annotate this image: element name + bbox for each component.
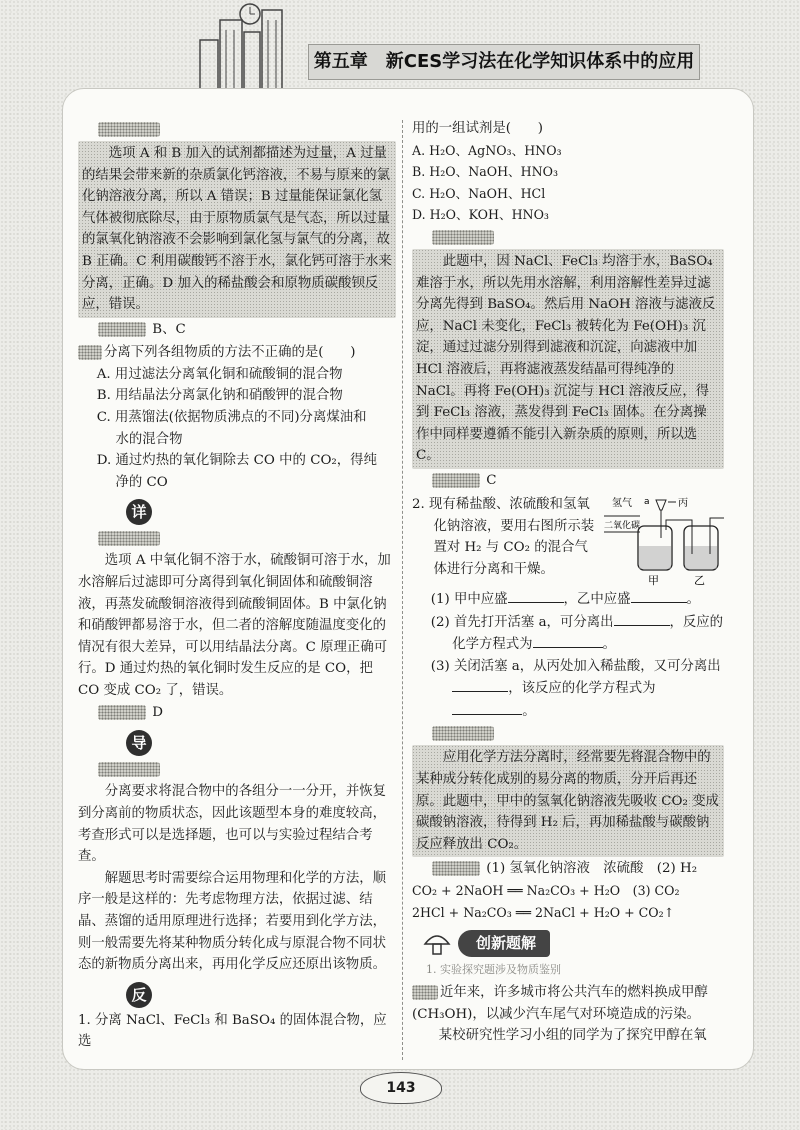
q2-part-2-cont: 化学方程式为 。 bbox=[412, 633, 724, 656]
blank-equation-1[interactable] bbox=[533, 633, 603, 648]
q1-option-b: B. H₂O、NaOH、HNO₃ bbox=[412, 164, 559, 180]
q2-answer-line-2: CO₂ + 2NaOH ══ Na₂CO₃ + H₂O (3) CO₂ bbox=[412, 883, 680, 899]
figure-label-a: a bbox=[644, 496, 650, 507]
blank-gas-2[interactable] bbox=[452, 677, 508, 692]
guide-paragraph-2: 解题思考时需要综合运用物理和化学的方法，顺序一般是这样的：先考虑物理方法，依据过滤、结晶、蒸馏的适用原理进行选择；若要用到化学方法，则一般需要先将某种物质分转化成与原混合物不同状态的新物质分离出来，再用化学反应还原出该物质。 bbox=[78, 870, 386, 973]
innovation-question-cont: 某校研究性学习小组的同学为了探究甲醇在氧 bbox=[438, 1028, 707, 1044]
example-tag bbox=[78, 345, 102, 360]
gas-separation-apparatus bbox=[604, 494, 724, 588]
mushroom-icon bbox=[422, 930, 452, 956]
guide-tag bbox=[78, 758, 396, 781]
q2-part-2: (2) 首先打开活塞 a，可分离出 ，反应的 bbox=[412, 611, 724, 634]
option-b: B. 用结晶法分离氯化钠和硝酸钾的混合物 bbox=[96, 388, 343, 404]
figure-label-co2: 二氧化碳 bbox=[604, 520, 641, 531]
analysis-paragraph-1: 选项 A 和 B 加入的试剂都描述为过量，A 过量的结果会带来新的杂质氯化钙溶液，不易与原来的氯化钠溶液分离，所以 A 错误；B 过量能保证氯化氢气体被彻底除尽，由于原物质氯气是气态，所以过量的氯氧化钠溶液不会影响到氯化氢与氯气的分离，故 B 正确。C 利用碳酸钙不溶于水，氯化钙可溶于水来分离，正确。D 加入的稀盐酸会和原物质碳酸钡反应，错误。 bbox=[78, 141, 396, 318]
blank-equation-2[interactable] bbox=[452, 700, 522, 715]
right-column bbox=[412, 118, 724, 1047]
innovation-title: 创新题解 bbox=[458, 930, 550, 958]
analysis-tag-2 bbox=[78, 527, 396, 550]
figure-label-bing: 丙 bbox=[678, 497, 688, 509]
option-d: D. 通过灼热的氧化铜除去 CO 中的 CO₂，得纯 bbox=[96, 453, 377, 469]
chapter-title: 第五章 新CES学习法在化学知识体系中的应用 bbox=[308, 44, 700, 80]
answer-2: D bbox=[78, 701, 396, 724]
option-c: C. 用蒸馏法(依据物质沸点的不同)分离煤油和 bbox=[96, 409, 367, 425]
guide-paragraph-1: 分离要求将混合物中的各组分一一分开，并恢复到分离前的物质状态，因此该题型本身的难度较高，考查形式可以是选择题，也可以与实验过程结合考查。 bbox=[78, 784, 386, 865]
blank-yi[interactable] bbox=[631, 588, 687, 603]
figure-label-jia: 甲 bbox=[648, 573, 659, 587]
innovation-question-text: 近年来，许多城市将公共汽车的燃料换成甲醇(CH₃OH)，以减少汽车尾气对环境造成的污染。 bbox=[412, 984, 708, 1022]
q2-part-3: (3) 关闭活塞 a，从丙处加入稀盐酸，又可分离出 bbox=[430, 658, 721, 674]
q1-option-a: A. H₂O、AgNO₃、HNO₃ bbox=[412, 142, 562, 158]
analysis-tag-3 bbox=[412, 226, 724, 249]
reverse-badge: 反 bbox=[126, 982, 152, 1008]
left-column bbox=[78, 118, 396, 1053]
figure-label-yi: 乙 bbox=[694, 573, 705, 587]
q1-option-c: C. H₂O、NaOH、HCl bbox=[412, 185, 546, 201]
answer-tag bbox=[98, 322, 146, 337]
q1-analysis: 此题中，因 NaCl、FeCl₃ 均溶于水，BaSO₄ 难溶于水，所以先用水溶解，利用溶解性差异过滤分离先得到 BaSO₄。然后用 NaOH 溶液与滤液反应，NaCl 未变化，FeCl₃ 被转化为 Fe(OH)₃ 沉淀，通过过滤分别得到滤液和沉淀，向滤液中加 HCl 溶液后，再将滤液蒸发结晶可得纯净的 NaCl。再将 Fe(OH)₃ 沉淀与 HCl 溶液反应，得到 FeCl₃ 溶液，蒸发得到 FeCl₃ 固体。在分离操作中同样要遵循不能引入新杂质的原则，所以选 C。 bbox=[412, 249, 724, 469]
page-number: 143 bbox=[360, 1072, 442, 1104]
answer-tag-3 bbox=[432, 473, 480, 488]
q2-answer-line-3: 2HCl + Na₂CO₃ ══ 2NaCl + H₂O + CO₂↑ bbox=[412, 905, 675, 921]
q1-answer: C bbox=[412, 469, 724, 492]
question-2-text: 2. 现有稀盐酸、浓硫酸和氢氧化钠溶液，要用右图所示装置对 H₂ 与 CO₂ 的混合气体进行分离和干燥。 bbox=[412, 496, 595, 577]
q2-analysis: 应用化学方法分离时，经常要先将混合物中的某种成分转化成别的易分离的物质，分开后再还原。此题中，甲中的氢氧化钠溶液先吸收 CO₂ 变成碳酸钠溶液，待得到 H₂ 后，再加稀盐酸与碳酸钠反应释放出 CO₂。 bbox=[412, 745, 724, 857]
question-2-block bbox=[412, 494, 724, 587]
answer-tag-2 bbox=[98, 705, 146, 720]
analysis-tag-4 bbox=[412, 722, 724, 745]
option-d-cont: 净的 CO bbox=[115, 474, 168, 490]
analysis-tag bbox=[78, 118, 396, 141]
example-tag-2 bbox=[412, 985, 438, 1000]
q1-option-d: D. H₂O、KOH、HNO₃ bbox=[412, 207, 549, 223]
blank-jia[interactable] bbox=[508, 588, 564, 603]
city-buildings-illustration bbox=[180, 0, 310, 100]
q2-part-3-cont: ，该反应的化学方程式为。 bbox=[412, 677, 724, 722]
practice-question-1-cont: 用的一组试剂是( ) bbox=[412, 121, 543, 136]
answer-tag-4 bbox=[432, 861, 480, 876]
question-stem: 分离下列各组物质的方法不正确的是( ) bbox=[78, 341, 396, 364]
innovation-subtitle: 1. 实验探究题涉及物质鉴别 bbox=[426, 963, 561, 977]
analysis-paragraph-2: 选项 A 中氧化铜不溶于水，硫酸铜可溶于水，加水溶解后过滤即可分离得到氧化铜固体和硫酸铜溶液，再蒸发硫酸铜溶液得到硫酸铜固体。B 中氯化钠和硝酸钾都易溶于水，但二者的溶解度随温度变化的情况有很大差异，可以用结晶法分离。C 原理正确可行。D 通过灼热的氧化铜时发生反应的是 CO，把 CO 变成 CO₂ 了，错误。 bbox=[78, 553, 391, 698]
option-a: A. 用过滤法分离氧化铜和硫酸铜的混合物 bbox=[96, 366, 343, 382]
guide-badge: 导 bbox=[126, 730, 152, 756]
practice-question-1: 1. 分离 NaCl、FeCl₃ 和 BaSO₄ 的固体混合物，应选 bbox=[78, 1012, 387, 1050]
q2-answer-line-1: (1) 氢氧化钠溶液 浓硫酸 (2) H₂ bbox=[412, 857, 724, 880]
answer-1: B、C bbox=[78, 318, 396, 341]
innovation-header bbox=[422, 930, 724, 958]
column-divider bbox=[402, 120, 407, 1060]
option-c-cont: 水的混合物 bbox=[115, 431, 183, 447]
blank-gas-1[interactable] bbox=[614, 611, 670, 626]
detail-badge: 详 bbox=[126, 499, 152, 525]
figure-label-hydrogen: 氢气 bbox=[612, 497, 632, 509]
q2-part-1: (1) 甲中应盛 ，乙中应盛 。 bbox=[412, 588, 724, 611]
